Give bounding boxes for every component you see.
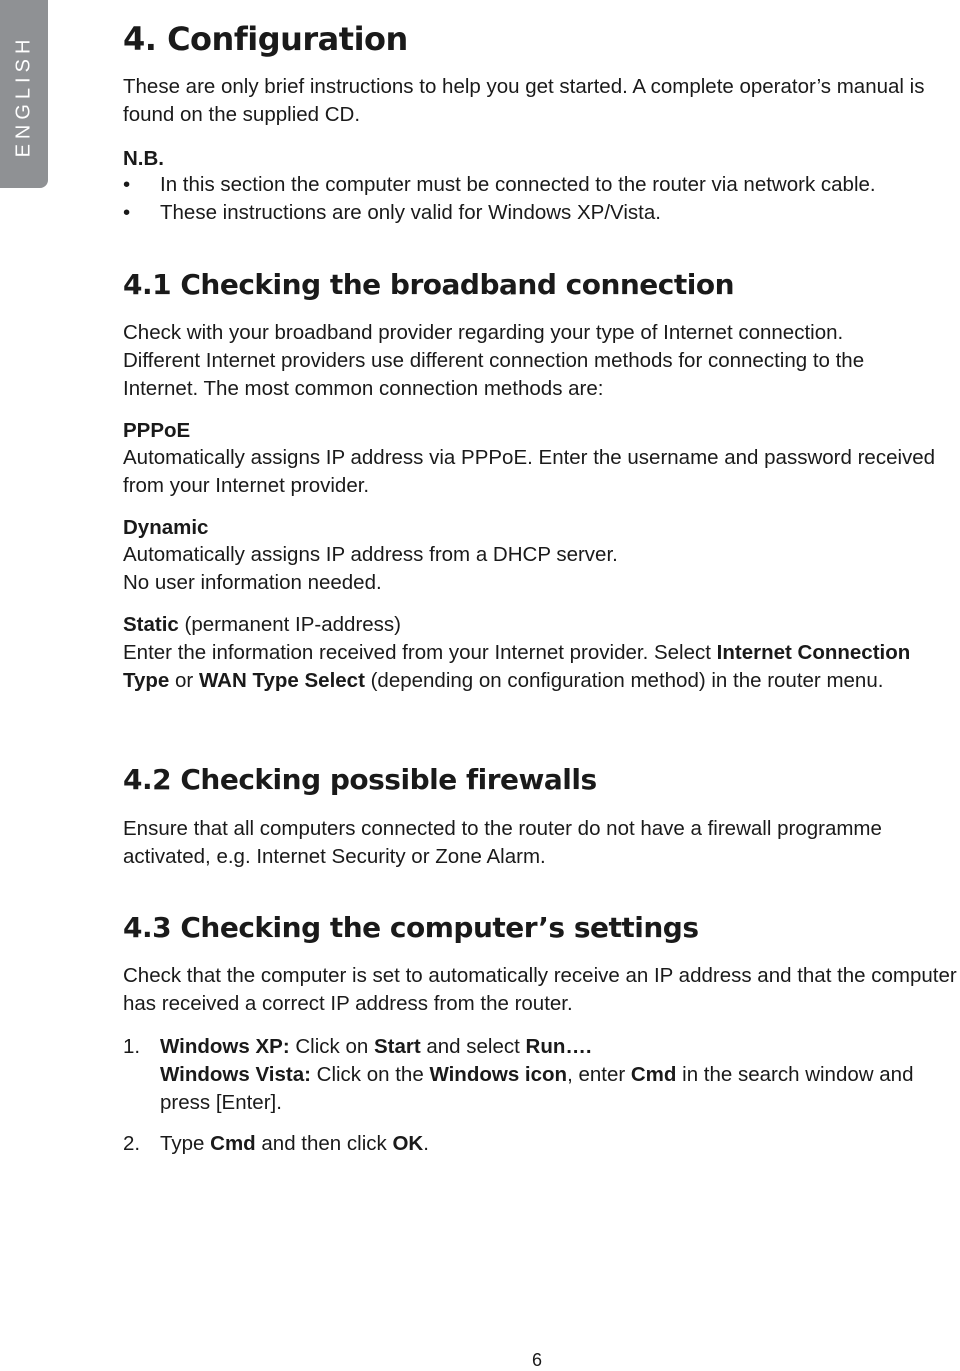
internet-connection-type-term: Internet Connection Type: [123, 641, 911, 692]
bullet-icon: •: [123, 201, 131, 224]
dynamic-line-1: Automatically assigns IP address from a DHCP server.: [123, 543, 618, 566]
bullet-icon: •: [123, 173, 131, 196]
static-description: Enter the information received from your Internet provider. Select Internet Connection Type or WAN Type Select (depending on configuration method) in the router menu.: [123, 641, 911, 692]
section-4-2-heading: 4.2 Checking possible firewalls: [123, 763, 597, 796]
section-4-3-body: Check that the computer is set to automatically receive an IP address and that the computer has received a correct IP address from the router.: [123, 964, 957, 1015]
step-1-body: [160, 1033, 960, 1117]
language-tab: [0, 0, 48, 188]
pppoe-label: PPPoE: [123, 419, 191, 442]
section-4-3-heading: 4.3 Checking the computer’s settings: [123, 911, 699, 944]
wan-type-select-term: WAN Type Select: [198, 669, 365, 692]
language-tab-label: ENGLISH: [12, 34, 35, 158]
step-number: 2.: [123, 1132, 141, 1155]
page-number: 6: [532, 1350, 543, 1370]
dynamic-line-2: No user information needed.: [123, 571, 382, 594]
nb-label: N.B.: [123, 147, 164, 170]
static-heading: [123, 611, 401, 639]
section-4-1-body: Check with your broadband provider regarding your type of Internet connection. Different Internet providers use different connection methods for connecting to the Internet. The most common connection methods are:: [123, 321, 865, 400]
static-label: Static: [123, 613, 179, 636]
step-2-body: Type Cmd and then click OK.: [160, 1132, 429, 1155]
section-4-2-body: Ensure that all computers connected to the router do not have a firewall programme activated, e.g. Internet Security or Zone Alarm.: [123, 817, 882, 868]
step-number: 1.: [123, 1035, 141, 1058]
step-1-vista-line: Windows Vista: Click on the Windows icon, enter Cmd in the search window and press [Enter].: [160, 1063, 914, 1114]
page-title: 4. Configuration: [123, 20, 408, 58]
dynamic-label: Dynamic: [123, 516, 209, 539]
step-1-xp-line: Windows XP: Click on Start and select Run….: [160, 1035, 592, 1058]
pppoe-description: Automatically assigns IP address via PPPoE. Enter the username and password received from your Internet provider.: [123, 446, 936, 497]
section-4-1-heading: 4.1 Checking the broadband connection: [123, 268, 735, 301]
intro-paragraph: These are only brief instructions to help you get started. A complete operator’s manual is found on the supplied CD.: [123, 75, 925, 126]
static-suffix: (permanent IP-address): [178, 613, 402, 636]
